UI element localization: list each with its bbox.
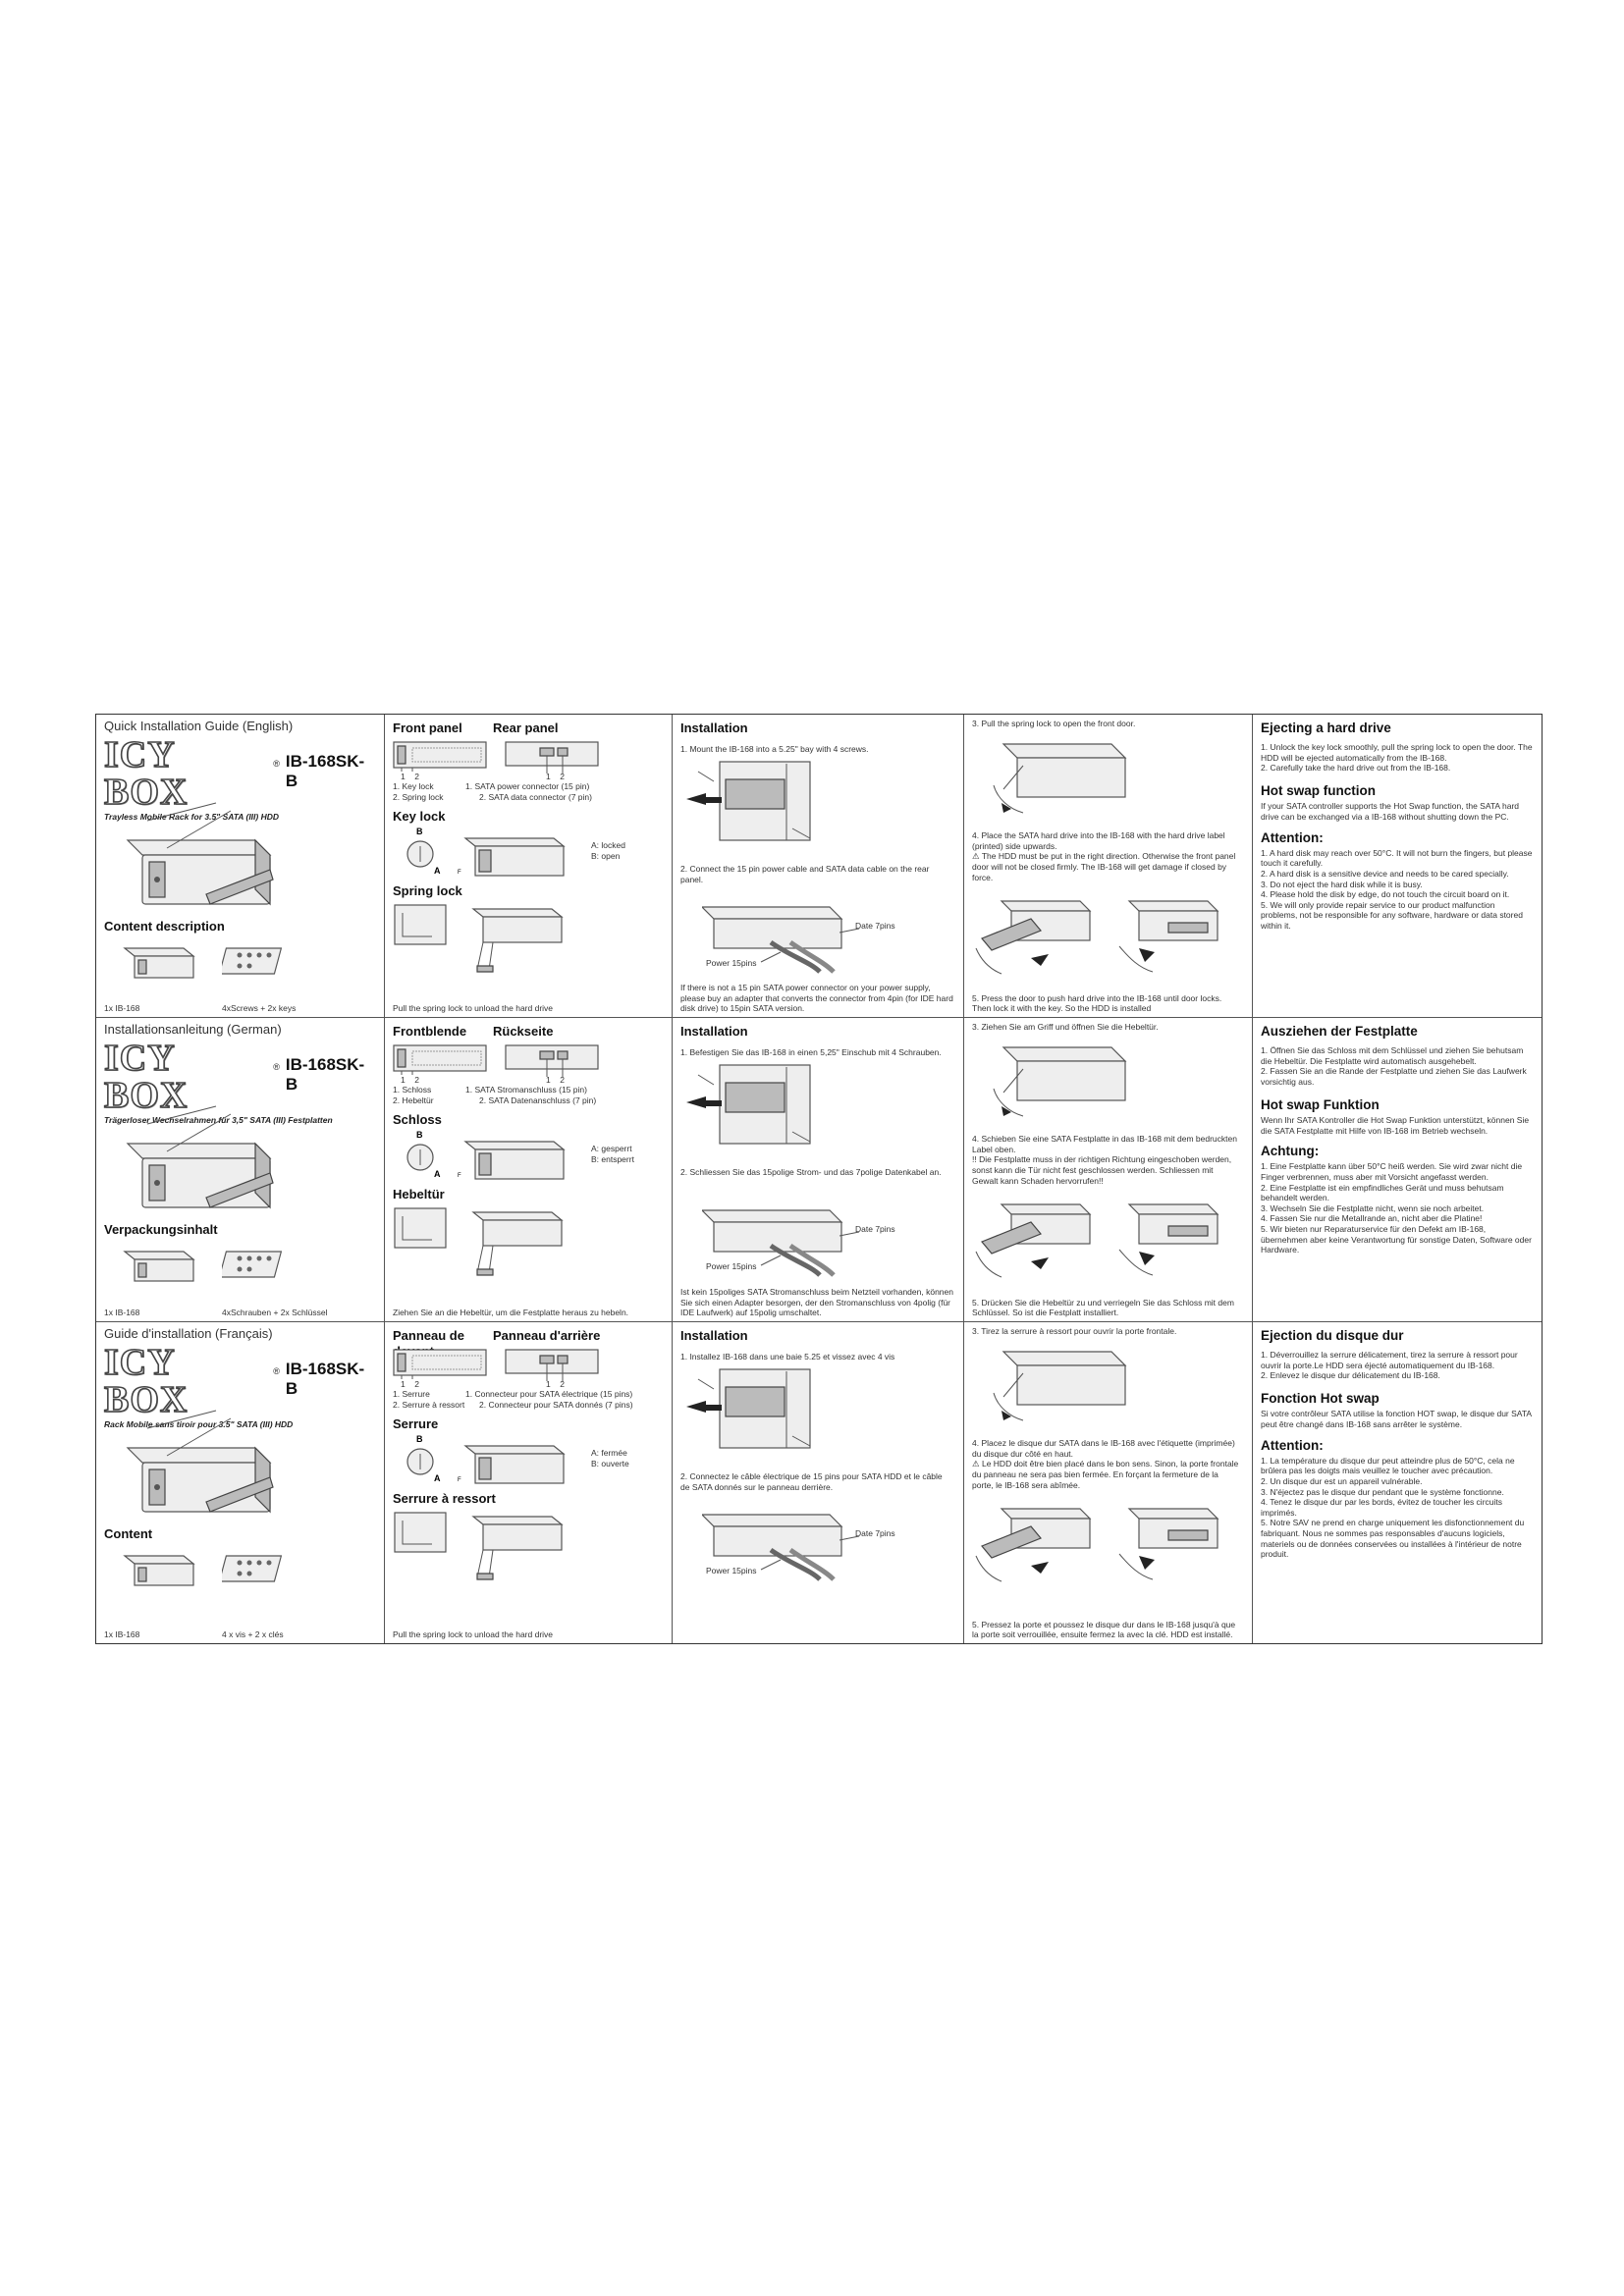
spring-door-illustration bbox=[463, 1509, 571, 1583]
rear-legend: 1. Connecteur pour SATA électrique (15 pins) 2. Connecteur pour SATA donnés (7 pins) bbox=[465, 1389, 633, 1410]
spring-lock-heading: Spring lock bbox=[393, 883, 462, 898]
spring-lock-heading: Serrure à ressort bbox=[393, 1491, 496, 1506]
install-step-5: 5. Pressez la porte et poussez le disque dur dans le IB-168 jusqu'à que la porte soit verrouillée, ensuite fermez la avec la clé. HDD est installé. bbox=[972, 1619, 1236, 1640]
hotswap-heading: Hot swap Funktion bbox=[1261, 1096, 1380, 1112]
insert-drive-illustration bbox=[972, 1497, 1245, 1587]
eject-heading: Ejecting a hard drive bbox=[1261, 721, 1391, 735]
keylock-states: A: gesperrt B: entsperrt bbox=[591, 1144, 634, 1164]
front-panel-illustration bbox=[393, 738, 491, 772]
install-step-2: 2. Connectez le câble électrique de 15 pins pour SATA HDD et le câble de SATA donnés sur le panneau derrière. bbox=[680, 1471, 943, 1492]
eject-heading: Ausziehen der Festplatte bbox=[1261, 1024, 1418, 1039]
front-panel-heading: Panneau de bbox=[393, 1328, 464, 1343]
eject-text: 1. Unlock the key lock smoothly, pull the spring lock to open the door. The HDD will be ejected automatically from the IB-168. 2. Carefully take the hard drive out from the IB-168. bbox=[1261, 742, 1533, 774]
keylock-states: A: locked B: open bbox=[591, 840, 625, 861]
rear-legend-numbers: 1 2 bbox=[546, 1379, 565, 1389]
svg-text:F: F bbox=[458, 870, 461, 876]
bay-mount-illustration bbox=[684, 1367, 822, 1454]
install-step-5: 5. Drücken Sie die Hebeltür zu und verriegeln Sie das Schloss mit dem Schlüssel. So ist die Festplatt installiert. bbox=[972, 1297, 1234, 1318]
content-item-rack: 1x IB-168 bbox=[104, 1307, 140, 1317]
front-legend-numbers: 1 2 bbox=[401, 772, 419, 781]
keylock-rack-illustration bbox=[456, 1438, 573, 1487]
install-step-3: 3. Pull the spring lock to open the front door. bbox=[972, 719, 1136, 728]
spring-lock-caption: Pull the spring lock to unload the hard drive bbox=[393, 1629, 554, 1639]
insert-drive-illustration bbox=[972, 889, 1245, 980]
lock-dial-icon bbox=[399, 825, 442, 874]
content-heading: Content bbox=[104, 1526, 153, 1541]
keylock-heading: Schloss bbox=[393, 1112, 442, 1127]
front-panel-heading: Frontblende bbox=[393, 1024, 467, 1039]
rack-thumbnail bbox=[120, 1242, 198, 1283]
screws-keys-thumbnail bbox=[222, 1550, 291, 1585]
mobile-rack-illustration bbox=[108, 801, 275, 909]
power-connector-label: Power 15pins bbox=[706, 958, 757, 968]
brand-logo: ICY BOX ® IB-168SK-B bbox=[104, 1344, 376, 1418]
content-item-screws: 4xScrews + 2x keys bbox=[222, 1002, 297, 1013]
attention-heading: Attention: bbox=[1261, 1437, 1324, 1453]
installation-cell-3 bbox=[673, 1322, 964, 1643]
eject-info-cell-3 bbox=[1253, 1322, 1542, 1643]
mobile-rack-illustration bbox=[108, 1104, 275, 1212]
rear-panel-heading: Rückseite bbox=[493, 1024, 554, 1039]
instruction-sheet bbox=[95, 714, 1543, 1644]
install-step-2: 2. Schliessen Sie das 15polige Strom- und das 7polige Datenkabel an. bbox=[680, 1167, 942, 1177]
data-connector-label: Date 7pins bbox=[855, 921, 895, 931]
hotswap-text: Wenn Ihr SATA Kontroller die Hot Swap Funktion unterstützt, können Sie die SATA Festplatte mit Hilfe von IB-168 im Betrieb wechseln. bbox=[1261, 1114, 1530, 1136]
spring-lock-illustration bbox=[393, 1204, 452, 1254]
logo-text: ICY BOX bbox=[104, 733, 189, 813]
hotswap-text: Si votre contrôleur SATA utilise la fonction HOT swap, le disque dur SATA peut être changé dans IB-168 sans arrêter le système. bbox=[1261, 1409, 1532, 1429]
installation-heading: Installation bbox=[680, 1024, 748, 1039]
svg-text:F: F bbox=[458, 1477, 461, 1483]
front-legend: 1. Serrure 2. Serrure à ressort bbox=[393, 1389, 465, 1410]
attention-heading: Achtung: bbox=[1261, 1144, 1320, 1159]
rear-legend: 1. SATA Stromanschluss (15 pin) 2. SATA Datenanschluss (7 pin) bbox=[465, 1085, 597, 1105]
attention-text: 1. Eine Festplatte kann über 50°C heiß werden. Sie wird zwar nicht die Finger verbrennen, muss aber mit Vorsicht angefasst werden. 2. Eine Festplatte ist ein empfindliches Gerät und muss behutsam behandelt werden. 3. Wechseln Sie die Festplatte nicht, wenn sie noch arbeitet. 4. Fassen Sie nur die Metallrande an, nicht aber die Platine! 5. Wir bieten nur Reparaturservice für den Defekt am IB-168, übernehmen aber keine Verantwortung für sonstige Daten, Software oder Hardware. bbox=[1261, 1161, 1532, 1255]
installation-cell-1 bbox=[673, 715, 964, 1018]
install-step-1: 1. Befestigen Sie das IB-168 in einen 5,25" Einschub mit 4 Schrauben. bbox=[680, 1046, 942, 1057]
guide-title: Installationsanleitung (German) bbox=[104, 1022, 282, 1037]
intro-cell-1 bbox=[96, 715, 385, 1018]
guide-title: Quick Installation Guide (English) bbox=[104, 719, 294, 733]
guide-title: Guide d'installation (Français) bbox=[104, 1326, 273, 1341]
content-heading: Content description bbox=[104, 919, 225, 934]
install-step-3: 3. Tirez la serrure à ressort pour ouvrir la porte frontale. bbox=[972, 1326, 1177, 1336]
eject-text: 1. Déverrouillez la serrure délicatement, tirez la serrure à ressort pour ouvrir la porte.Le HDD sera éjecté automatiquement du IB-168. 2. Enlevez le disque dur délicatement du IB-168. bbox=[1261, 1350, 1518, 1381]
front-legend: 1. Schloss 2. Hebeltür bbox=[393, 1085, 434, 1105]
spring-lock-caption: Pull the spring lock to unload the hard drive bbox=[393, 1002, 554, 1013]
installation-heading: Installation bbox=[680, 1328, 748, 1343]
installation-heading: Installation bbox=[680, 721, 748, 735]
power-connector-label: Power 15pins bbox=[706, 1566, 757, 1575]
front-legend: 1. Key lock 2. Spring lock bbox=[393, 781, 444, 802]
data-connector-label: Date 7pins bbox=[855, 1528, 895, 1538]
front-legend-numbers: 1 2 bbox=[401, 1075, 419, 1085]
screws-keys-thumbnail bbox=[222, 942, 291, 978]
mobile-rack-illustration bbox=[108, 1409, 275, 1517]
install-step-4: 4. Schieben Sie eine SATA Festplatte in das IB-168 mit dem bedruckten Label oben. !! Die Festplatte muss in der richtigen Richtung eingeschoben werden, sonst kann die Tür nicht fest geschlossen werden. Schliessen mit Gewalt kann Schaden hervorrufen!! bbox=[972, 1134, 1237, 1186]
svg-text:B: B bbox=[416, 827, 423, 836]
insert-drive-cell-1 bbox=[964, 715, 1253, 1018]
eject-text: 1. Öffnen Sie das Schloss mit dem Schlüssel und ziehen Sie behutsam die Hebeltür. Die Festplatte wird automatisch ausgehebelt. 2. Fassen Sie an die Rande der Festplatte und ziehen Sie das Laufwerk vorsichtig aus. bbox=[1261, 1045, 1527, 1088]
install-step-3: 3. Ziehen Sie am Griff und öffnen Sie die Hebeltür. bbox=[972, 1022, 1159, 1032]
rack-thumbnail bbox=[120, 938, 198, 980]
keylock-rack-illustration bbox=[456, 1134, 573, 1183]
front-panel-illustration bbox=[393, 1346, 491, 1379]
rear-legend-numbers: 1 2 bbox=[546, 1075, 565, 1085]
keylock-heading: Key lock bbox=[393, 809, 446, 824]
content-item-rack: 1x IB-168 bbox=[104, 1002, 140, 1013]
screws-keys-thumbnail bbox=[222, 1246, 291, 1281]
insert-drive-cell-3 bbox=[964, 1322, 1253, 1643]
eject-info-cell-1 bbox=[1253, 715, 1542, 1018]
brand-logo: ICY BOX ® IB-168SK-B bbox=[104, 736, 376, 811]
install-adapter-note: If there is not a 15 pin SATA power connector on your power supply, please buy an adapter that converts the connector from 4pin (for IDE hard disk drive) to 15pin SATA version. bbox=[680, 983, 953, 1014]
eject-heading: Ejection du disque dur bbox=[1261, 1328, 1404, 1343]
model-number: IB-168SK-B bbox=[285, 1359, 365, 1398]
keylock-rack-illustration bbox=[456, 830, 573, 880]
spring-door-illustration bbox=[463, 901, 571, 976]
lock-dial-icon bbox=[399, 1432, 442, 1481]
install-step-4: 4. Placez le disque dur SATA dans le IB-168 avec l'étiquette (imprimée) du disque dur côté en haut. ⚠ Le HDD doit être bien placé dans le bon sens. Sinon, la porte frontale du panneau ne sera pas bien fermée. En forçant la fermeture de la porte, le IB-168 sera abîmée. bbox=[972, 1438, 1239, 1490]
spring-door-illustration bbox=[463, 1204, 571, 1279]
product-subtitle: Rack Mobile sans tiroir pour 3.5" SATA (III) HDD bbox=[104, 1418, 294, 1429]
logo-text: ICY BOX bbox=[104, 1341, 189, 1420]
front-panel-heading: Front panel bbox=[393, 721, 462, 735]
panels-cell-1 bbox=[385, 715, 673, 1018]
content-heading: Verpackungsinhalt bbox=[104, 1222, 218, 1237]
model-number: IB-168SK-B bbox=[285, 1054, 365, 1094]
attention-text: 1. La température du disque dur peut atteindre plus de 50°C, cela ne brûlera pas les doigts mais veuillez le toucher avec précaution. 2. Un disque dur est un appareil vulnérable. 3. N'éjectez pas le disque dur pendant que le système fonctionne. 4. Tenez le disque dur par les bords, évitez de toucher les circuits imprimés. 5. Notre SAV ne prend en charge uniquement les disfonctionnement du fabriquant. Nous ne sommes pas responsables d'aucuns logiciels, materiels ou de données conservées ou installées à l'intérieur de notre produit. bbox=[1261, 1455, 1525, 1560]
rack-thumbnail bbox=[120, 1546, 198, 1587]
svg-text:B: B bbox=[416, 1130, 423, 1140]
front-panel-illustration bbox=[393, 1041, 491, 1075]
attention-heading: Attention: bbox=[1261, 829, 1324, 845]
front-legend-numbers: 1 2 bbox=[401, 1379, 419, 1389]
svg-text:B: B bbox=[416, 1434, 423, 1444]
bay-mount-illustration bbox=[684, 1063, 822, 1149]
open-door-illustration bbox=[984, 1034, 1141, 1122]
product-subtitle: Trägerloser Wechselrahmen für 3,5" SATA (III) Festplatten bbox=[104, 1114, 333, 1125]
open-door-illustration bbox=[984, 730, 1141, 819]
rear-panel-heading: Panneau d'arrière bbox=[493, 1328, 601, 1343]
attention-text: 1. A hard disk may reach over 50°C. It will not burn the fingers, but please touch it carefully. 2. A hard disk is a sensitive device and needs to be cared specially. 3. Do not eject the hard disk while it is busy. 4. Please hold the disk by edge, do not touch the circuit board on it. 5. We will only provide repair service to our product malfunction problems, not be responsible for any software, hardware or data stored within it. bbox=[1261, 847, 1533, 932]
bay-mount-illustration bbox=[684, 760, 822, 846]
insert-drive-cell-2 bbox=[964, 1018, 1253, 1322]
rear-panel-heading: Rear panel bbox=[493, 721, 559, 735]
spring-lock-illustration bbox=[393, 1509, 452, 1558]
svg-text:F: F bbox=[458, 1173, 461, 1179]
lock-dial-icon bbox=[399, 1128, 442, 1177]
content-item-rack: 1x IB-168 bbox=[104, 1629, 140, 1639]
install-step-5: 5. Press the door to push hard drive into the IB-168 until door locks. Then lock it with the key. So the HDD is installed bbox=[972, 992, 1222, 1014]
spring-lock-illustration bbox=[393, 901, 452, 950]
install-adapter-note: Ist kein 15poliges SATA Stromanschluss beim Netzteil vorhanden, können Sie sich einen Adapter besorgen, der den Stromanschluss von 4polig (für IDE Laufwerk) auf 15polig umschaltet. bbox=[680, 1287, 953, 1318]
keylock-states: A: fermée B: ouverte bbox=[591, 1448, 629, 1468]
keylock-heading: Serrure bbox=[393, 1416, 439, 1431]
install-step-4: 4. Place the SATA hard drive into the IB-168 with the hard drive label (printed) side upwards. ⚠ The HDD must be put in the right direction. Otherwise the front panel door will not be closed firmly. The IB-168 will get damage if closed by force. bbox=[972, 830, 1236, 882]
eject-info-cell-2 bbox=[1253, 1018, 1542, 1322]
brand-logo: ICY BOX ® IB-168SK-B bbox=[104, 1040, 376, 1114]
svg-text:A: A bbox=[434, 1169, 441, 1177]
model-number: IB-168SK-B bbox=[285, 751, 365, 790]
installation-cell-2 bbox=[673, 1018, 964, 1322]
svg-text:A: A bbox=[434, 866, 441, 874]
open-door-illustration bbox=[984, 1338, 1141, 1426]
install-step-1: 1. Mount the IB-168 into a 5.25" bay with 4 screws. bbox=[680, 743, 869, 754]
spring-lock-heading: Hebeltür bbox=[393, 1187, 445, 1201]
content-item-screws: 4xSchrauben + 2x Schlüssel bbox=[222, 1307, 328, 1317]
rear-legend-numbers: 1 2 bbox=[546, 772, 565, 781]
hotswap-heading: Fonction Hot swap bbox=[1261, 1391, 1380, 1407]
intro-cell-2 bbox=[96, 1018, 385, 1322]
svg-text:A: A bbox=[434, 1473, 441, 1481]
power-connector-label: Power 15pins bbox=[706, 1261, 757, 1271]
spring-lock-caption: Ziehen Sie an die Hebeltür, um die Festplatte heraus zu hebeln. bbox=[393, 1307, 629, 1317]
content-item-screws: 4 x vis + 2 x clés bbox=[222, 1629, 284, 1639]
product-subtitle: Trayless Mobile Rack for 3.5" SATA (III) HDD bbox=[104, 811, 280, 822]
hotswap-heading: Hot swap function bbox=[1261, 783, 1376, 799]
insert-drive-illustration bbox=[972, 1193, 1245, 1283]
hotswap-text: If your SATA controller supports the Hot Swap function, the SATA hard drive can be exchanged via a IB-168 without shutting down the PC. bbox=[1261, 801, 1520, 822]
rear-legend: 1. SATA power connector (15 pin) 2. SATA data connector (7 pin) bbox=[465, 781, 592, 802]
logo-text: ICY BOX bbox=[104, 1037, 189, 1116]
install-step-1: 1. Installez IB-168 dans une baie 5.25 et vissez avec 4 vis bbox=[680, 1351, 895, 1362]
instruction-grid bbox=[96, 715, 1542, 1643]
panels-cell-3 bbox=[385, 1322, 673, 1643]
install-step-2: 2. Connect the 15 pin power cable and SATA data cable on the rear panel. bbox=[680, 864, 930, 884]
data-connector-label: Date 7pins bbox=[855, 1224, 895, 1234]
intro-cell-3 bbox=[96, 1322, 385, 1643]
panels-cell-2 bbox=[385, 1018, 673, 1322]
